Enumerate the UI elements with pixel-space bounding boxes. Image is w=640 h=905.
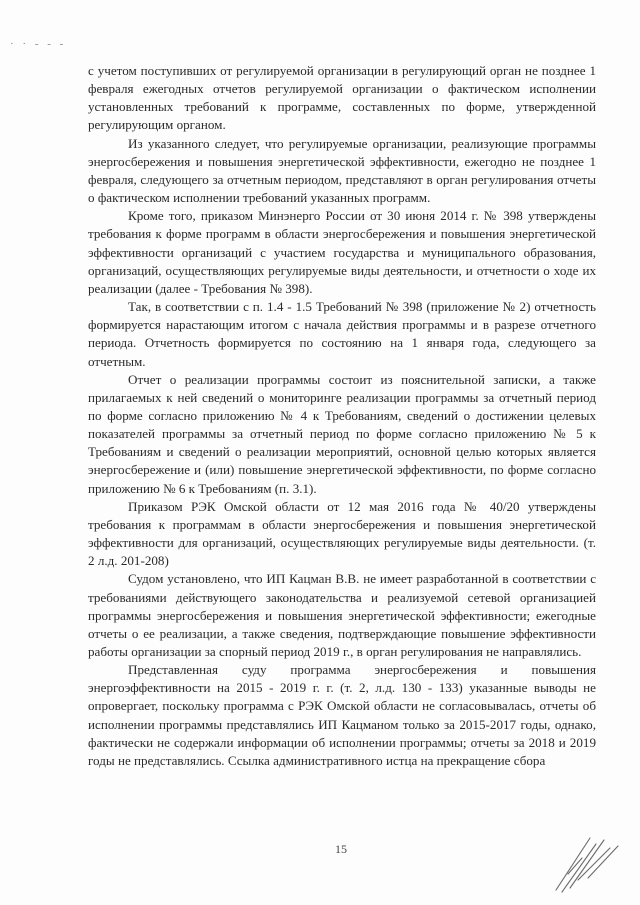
paragraph-1: с учетом поступивших от регулируемой организации в регулирующий орган не позднее 1 февраля ежегодных отчетов регулируемой организации о фактическом исполнении установленных требований к программе, составленных по форме, утвержденной регулирующим органом.: [88, 63, 596, 133]
paragraph-4: Так, в соответствии с п. 1.4 - 1.5 Требований № 398 (приложение № 2) отчетность формируется нарастающим итогом с начала действия программы и в разрезе отчетного периода. Отчетность формируется по состоянию на 1 января года, следующего за отчетным.: [88, 299, 596, 369]
handwritten-signature: [548, 818, 628, 898]
paragraph-3: Кроме того, приказом Минэнерго России от 30 июня 2014 г. № 398 утверждены требования к форме программ в области энергосбережения и повышения энергетической эффективности организаций с участием государства и муниципального образования, организаций, осуществляющих регулируемые виды деятельности, и отчетности о ходе их реализации (далее - Требования № 398).: [88, 208, 596, 296]
paragraph-5: Отчет о реализации программы состоит из пояснительной записки, а также прилагаемых к ней сведений о мониторинге реализации программы за отчетный период по форме согласно приложению № 4 к Требованиям, сведений о достижении целевых показателей программы за отчетный период по форме согласно приложению № 5 к Требованиям и сведений о реализации мероприятий, основной целью которых является энергосбережение и (или) повышение энергетической эффективности, по форме согласно приложению № 6 к Требованиям (п. 3.1).: [88, 371, 596, 496]
paragraph-2: Из указанного следует, что регулируемые организации, реализующие программы энергосбережения и повышения энергетической эффективности, ежегодно не позднее 1 февраля, следующего за отчетным периодом, представляют в орган регулирования отчеты о фактическом исполнении требований указанных программ.: [88, 135, 596, 206]
paragraph-8: Представленная суду программа энергосбережения и повышения энергоэффективности на 2015 - 2019 г. г. (т. 2, л.д. 130 - 133) указанные выводы не опровергает, поскольку программа с РЭК Омской области не согласовывалась, отчеты об исполнении программы представлялись ИП Кацманом только за 2015-2017 годы, однако, фактически не содержали информации об исполнении программы; отчеты за 2018 и 2019 годы не представлялись. Ссылка административного истца на прекращение сбора: [88, 662, 596, 768]
document-body: [88, 62, 596, 770]
paragraph-6: Приказом РЭК Омской области от 12 мая 2016 года № 40/20 утверждены требования к программам в области энергосбережения и повышения энергетической эффективности для организаций, осуществляющих регулируемые виды деятельности. (т. 2 л.д. 201-208): [88, 498, 596, 569]
page-number: 15: [335, 842, 347, 856]
corner-mark: · · - - -: [10, 38, 67, 50]
paragraph-7: Судом установлено, что ИП Кацман В.В. не имеет разработанной в соответствии с требованиями действующего законодательства и реализуемой сетевой организацией программы энергосбережения и повышения энергетической эффективности; ежегодные отчеты о ее реализации, а также сведения, подтверждающие повышение эффективности работы организации за спорный период 2019 г., в орган регулирования не направлялись.: [88, 571, 596, 659]
